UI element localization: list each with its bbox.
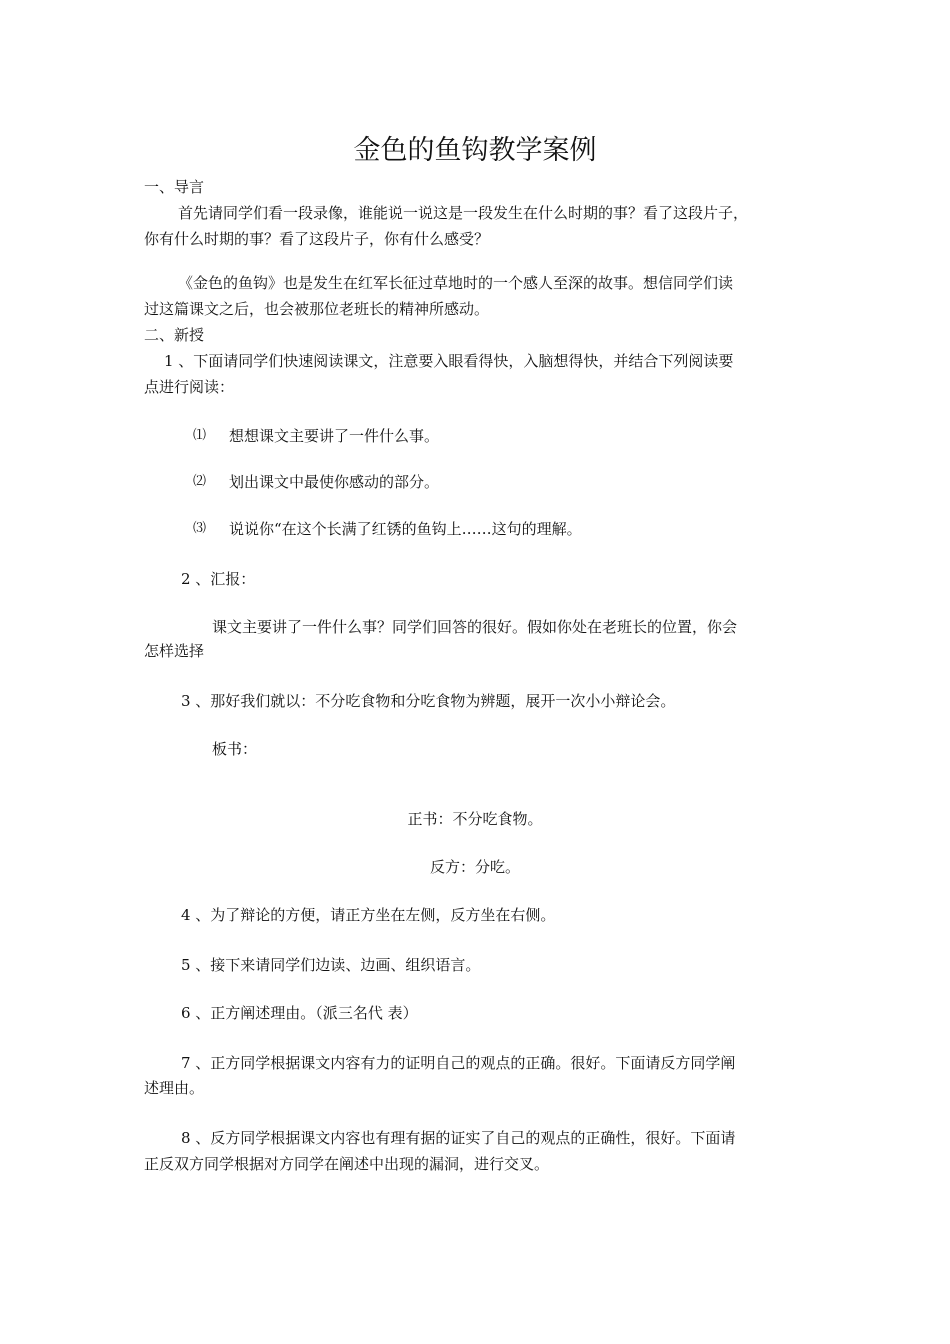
document-title: 金色的鱼钩教学案例 [353, 135, 597, 166]
section-heading-new-lesson: 二、新授 [144, 326, 205, 344]
paragraph-line: 述理由。 [144, 1079, 205, 1097]
paragraph-line: 《金色的鱼钩》也是发生在红军长征过草地时的一个感人至深的故事。想信同学们读 [178, 274, 734, 292]
paragraph-line: 首先请同学们看一段录像，谁能说一说这是一段发生在什么时期的事？看了这段片子， [178, 204, 749, 222]
sub-item-3: 说说你“在这个长满了红锈的鱼钩上……这句的理解。 [229, 520, 582, 538]
paragraph-line: 你有什么时期的事？看了这段片子，你有什么感受？ [144, 230, 490, 248]
paragraph-line: 怎样选择 [144, 642, 205, 660]
paragraph-line: 课文主要讲了一件什么事？同学们回答的很好。假如你处在老班长的位置，你会 [212, 618, 738, 636]
sub-item-marker-3: ⑶ [193, 521, 207, 536]
paragraph-line: 正反双方同学根据对方同学在阐述中出现的漏洞，进行交叉。 [144, 1155, 550, 1173]
board-line-2: 反方：分吃。 [429, 858, 520, 876]
sub-item-2: 划出课文中最使你感动的部分。 [229, 473, 440, 491]
board-line-1: 正书：不分吃食物。 [407, 810, 543, 828]
list-item-6: 6 、正方阐述理由。（派三名代 表） [181, 1004, 418, 1022]
list-item-8: 8 、反方同学根据课文内容也有理有据的证实了自己的观点的正确性，很好。下面请 [181, 1129, 736, 1147]
paragraph-line: 过这篇课文之后，也会被那位老班长的精神所感动。 [144, 300, 490, 318]
list-item-1: 1 、下面请同学们快速阅读课文，注意要入眼看得快，入脑想得快，并结合下列阅读要 [164, 352, 734, 370]
section-heading-introduction: 一、导言 [144, 178, 205, 196]
list-item-7: 7 、正方同学根据课文内容有力的证明自己的观点的正确。很好。下面请反方同学阐 [181, 1054, 736, 1072]
sub-item-marker-1: ⑴ [193, 428, 207, 443]
sub-item-1: 想想课文主要讲了一件什么事。 [229, 427, 440, 445]
board-label: 板书： [212, 740, 258, 758]
list-item-5: 5 、接下来请同学们边读、边画、组织语言。 [181, 956, 481, 974]
list-item-4: 4 、为了辩论的方便，请正方坐在左侧，反方坐在右侧。 [181, 906, 556, 924]
list-item-3: 3 、那好我们就以：不分吃食物和分吃食物为辨题，展开一次小小辩论会。 [181, 692, 676, 710]
sub-item-marker-2: ⑵ [193, 474, 207, 489]
paragraph-line: 点进行阅读： [144, 378, 235, 396]
list-item-2: 2 、汇报： [181, 570, 256, 588]
